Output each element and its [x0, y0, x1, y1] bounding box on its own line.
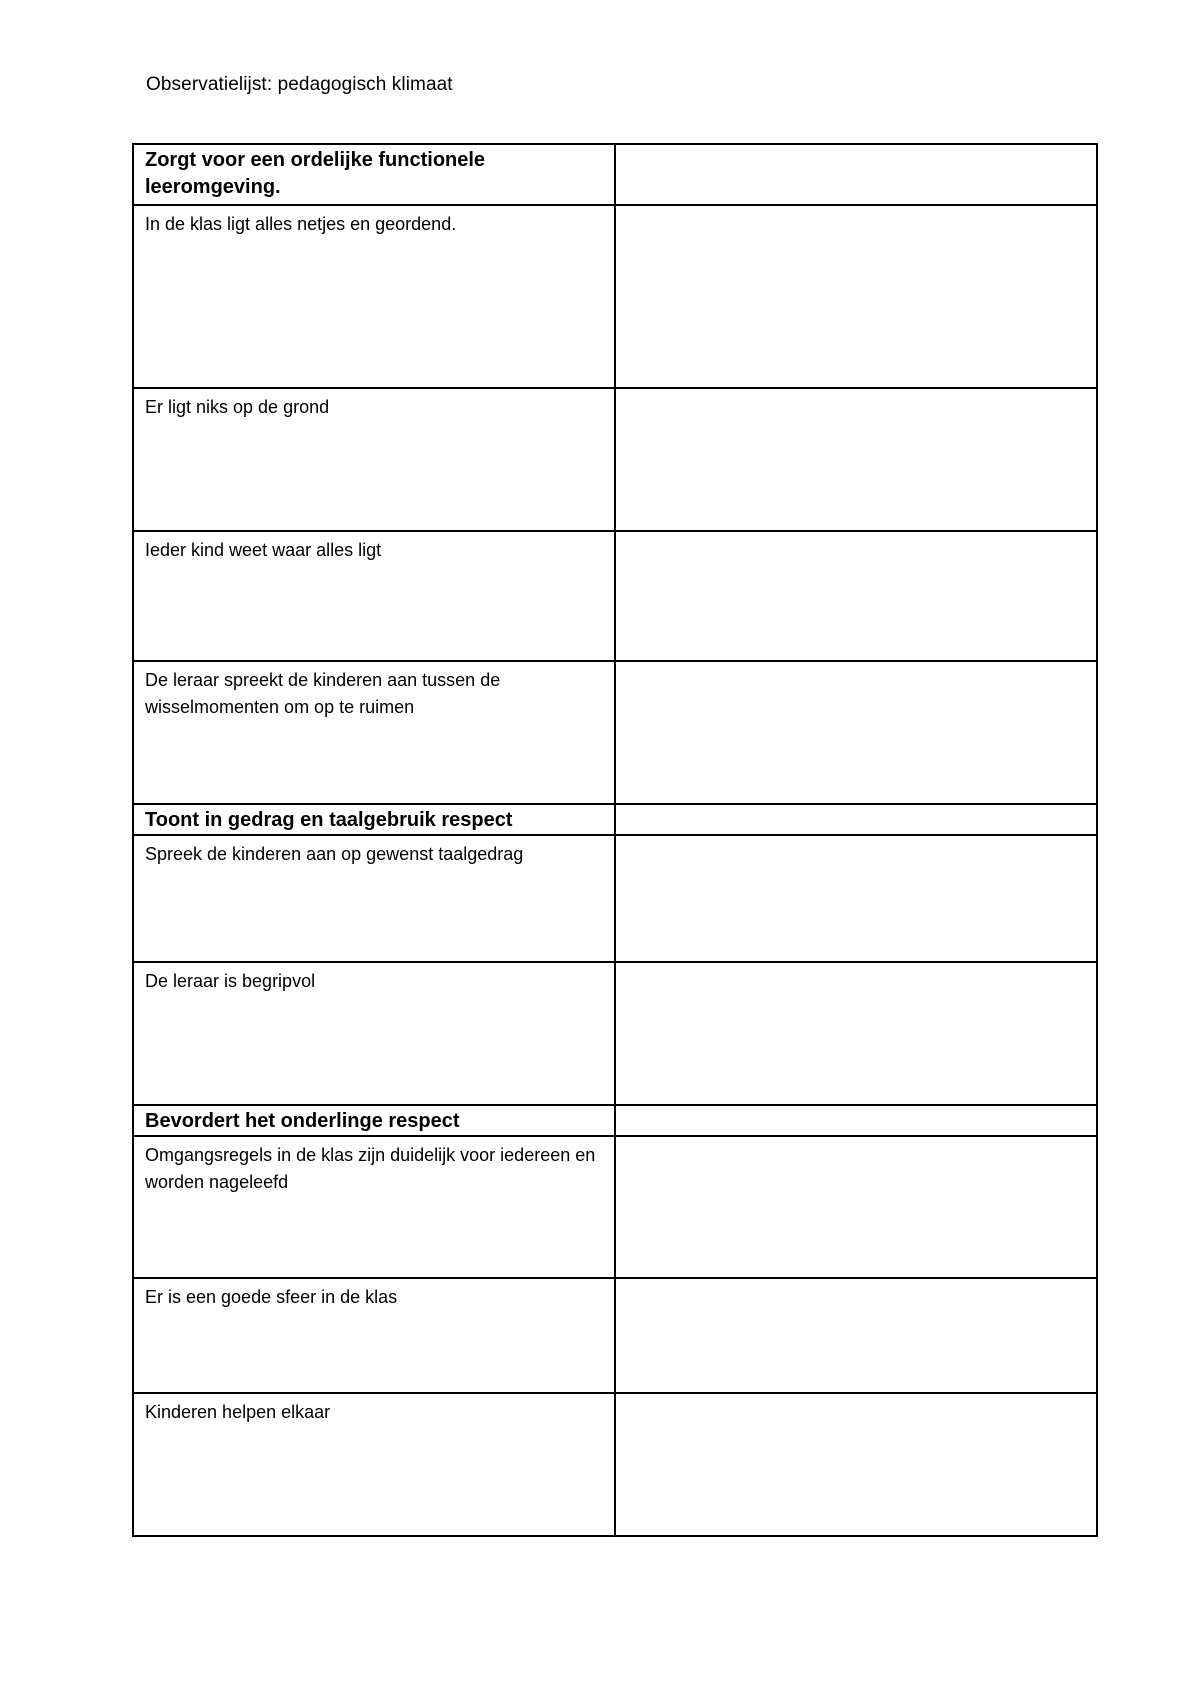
section-row [133, 804, 1097, 835]
criterion-label: De leraar is begripvol [133, 962, 615, 1105]
table-row [133, 962, 1097, 1105]
table-row [133, 531, 1097, 661]
observation-notes-cell[interactable] [615, 144, 1097, 205]
page-title: Observatielijst: pedagogisch klimaat [146, 74, 453, 95]
observation-notes-cell[interactable] [615, 835, 1097, 962]
section-heading: Toont in gedrag en taalgebruik respect [133, 804, 615, 835]
criterion-label: In de klas ligt alles netjes en geordend. [133, 205, 615, 388]
criterion-label: Spreek de kinderen aan op gewenst taalgedrag [133, 835, 615, 962]
section-heading: Zorgt voor een ordelijke functionele leeromgeving. [133, 144, 615, 205]
observation-notes-cell[interactable] [615, 388, 1097, 531]
observation-notes-cell[interactable] [615, 1136, 1097, 1278]
observation-notes-cell[interactable] [615, 1393, 1097, 1536]
section-row [133, 1105, 1097, 1136]
observation-notes-cell[interactable] [615, 205, 1097, 388]
table-row [133, 661, 1097, 804]
criterion-label: Er ligt niks op de grond [133, 388, 615, 531]
criterion-label: Omgangsregels in de klas zijn duidelijk voor iedereen en worden nageleefd [133, 1136, 615, 1278]
observation-notes-cell[interactable] [615, 1278, 1097, 1393]
criterion-label: Er is een goede sfeer in de klas [133, 1278, 615, 1393]
criterion-label: Kinderen helpen elkaar [133, 1393, 615, 1536]
table-row [133, 388, 1097, 531]
table-row [133, 1278, 1097, 1393]
observation-notes-cell[interactable] [615, 804, 1097, 835]
observation-notes-cell[interactable] [615, 531, 1097, 661]
criterion-label: Ieder kind weet waar alles ligt [133, 531, 615, 661]
table-row [133, 205, 1097, 388]
table-row [133, 1136, 1097, 1278]
section-heading: Bevordert het onderlinge respect [133, 1105, 615, 1136]
observation-notes-cell[interactable] [615, 661, 1097, 804]
observation-notes-cell[interactable] [615, 962, 1097, 1105]
table-row [133, 835, 1097, 962]
observation-notes-cell[interactable] [615, 1105, 1097, 1136]
section-row [133, 144, 1097, 205]
table-row [133, 1393, 1097, 1536]
observation-table [132, 143, 1098, 1537]
criterion-label: De leraar spreekt de kinderen aan tussen de wisselmomenten om op te ruimen [133, 661, 615, 804]
